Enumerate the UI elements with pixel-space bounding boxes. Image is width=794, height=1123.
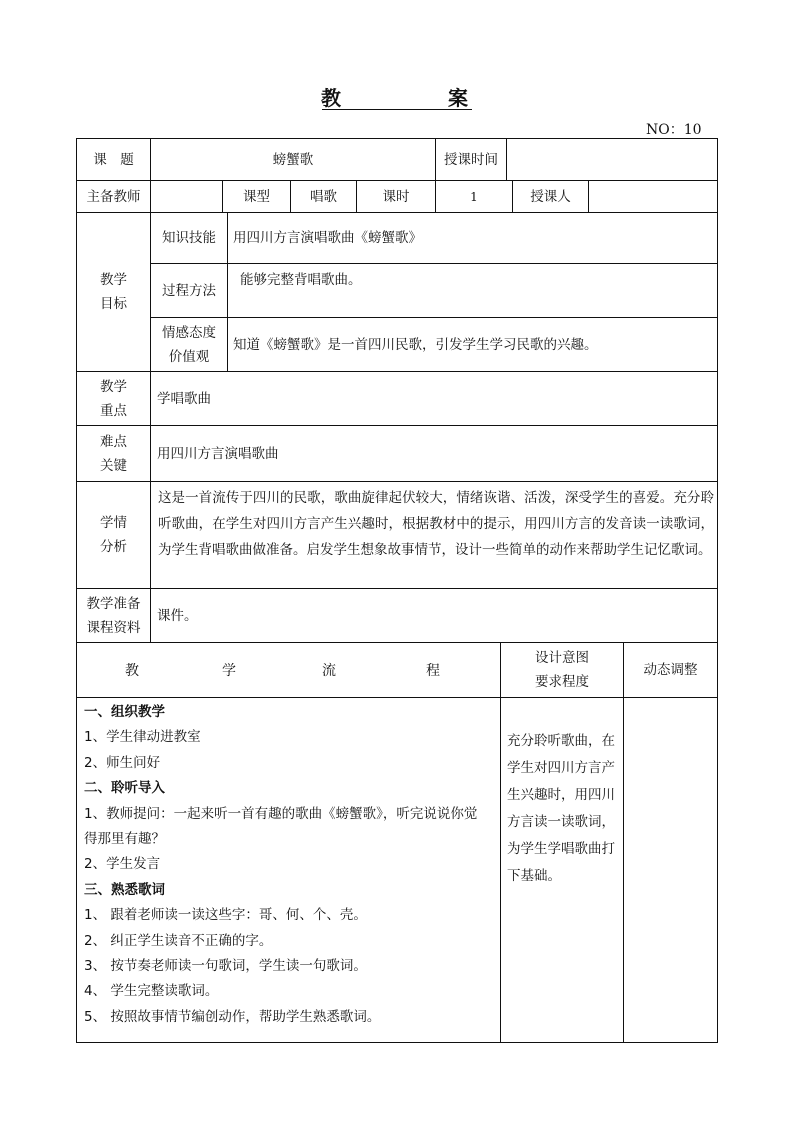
class-time-label: 授课时间 [444,151,498,168]
emotion-label-line2: 价值观 [168,348,210,365]
design-header-line1: 设计意图 [535,650,589,666]
objectives-label-line1: 教学 [100,272,127,288]
flow-line: 一、组织教学 [84,704,165,720]
flow-line: 得那里有趣？ [84,830,165,847]
flow-header-char-4: 程 [426,663,440,679]
design-header-line2: 要求程度 [535,674,589,690]
flow-line: 二、聆听导入 [84,780,165,797]
flow-line: 1、 跟着老师读一读这些字：哥、何、个、壳。 [84,907,367,924]
knowledge-skills-value: 用四川方言演唱歌曲《螃蟹歌》 [233,230,422,246]
lesson-type-value: 唱歌 [310,188,337,205]
teaching-flow-content [84,700,496,1030]
difficulty-value: 用四川方言演唱歌曲 [157,445,279,462]
title-char-1: 教 [321,86,342,110]
difficulty-label [77,426,150,481]
flow-header-char-3: 流 [322,663,336,679]
emotion-values-label [151,318,227,371]
flow-line: 1、学生律动进教室 [84,729,201,746]
difficulty-label-line2: 关键 [100,457,127,474]
knowledge-skills-label: 知识技能 [162,230,216,246]
key-points-value: 学唱歌曲 [157,390,211,407]
analysis-label-line1: 学情 [100,515,127,531]
objectives-label [77,213,150,371]
preparation-label-line2: 课程资料 [86,619,141,636]
flow-line: 2、 纠正学生读音不正确的字。 [84,932,273,949]
document-number: NO：10 [646,122,702,138]
analysis-label-line2: 分析 [100,539,127,555]
design-intent-text: 充分聆听歌曲，在学生对四川方言产生兴趣时，用四川方言读一读歌词，为学生学唱歌曲打下基础。 [507,733,615,884]
lead-teacher-label: 主备教师 [86,188,141,205]
objectives-label-line2: 目标 [100,296,127,312]
lesson-hours-label: 课时 [382,188,410,205]
emotion-values-value: 知道《螃蟹歌》是一首四川民歌，引发学生学习民歌的兴趣。 [233,336,598,353]
course-label: 课 题 [93,151,134,168]
process-method-value: 能够完整背唱歌曲。 [240,272,362,288]
design-intent-header [501,643,623,697]
process-method-label: 过程方法 [162,282,216,299]
class-time-value [507,139,717,180]
flow-line: 三、熟悉歌词 [84,881,165,898]
emotion-label-line1: 情感态度 [162,324,216,341]
flow-line: 2、学生发言 [84,856,161,873]
analysis-label [77,482,150,588]
difficulty-label-line1: 难点 [100,433,127,450]
flow-header-char-2: 学 [222,663,236,679]
lecturer-label: 授课人 [530,188,571,205]
flow-line: 1、教师提问：一起来听一首有趣的歌曲《螃蟹歌》，听完说说你觉 [84,805,478,822]
course-value: 螃蟹歌 [272,151,314,168]
preparation-label [77,589,150,642]
flow-line: 2、师生问好 [84,754,161,771]
dynamic-adjust-cell [624,698,717,1042]
preparation-label-line1: 教学准备 [86,595,141,612]
title-char-2: 案 [448,86,468,110]
lead-teacher-value [151,181,222,212]
flow-line: 3、 按节奏老师读一句歌词，学生读一句歌词。 [84,957,367,974]
key-points-label-line2: 重点 [100,402,127,419]
lesson-hours-value: 1 [470,189,478,204]
lesson-type-label: 课型 [243,188,270,205]
lecturer-value [589,181,717,212]
key-points-label [77,372,150,425]
key-points-label-line1: 教学 [100,378,127,395]
dynamic-adjust-header: 动态调整 [643,662,698,678]
analysis-value: 这是一首流传于四川的民歌，歌曲旋律起伏较大，情绪诙谐、活泼，深受学生的喜爱。充分聆听歌曲，在学生对四川方言产生兴趣时，根据教材中的提示，用四川方言的发音读一读歌词，为学生背唱歌曲做准备。启发学生想象故事情节，设计一些简单的动作来帮助学生记忆歌词。 [158,490,714,558]
preparation-value: 课件。 [157,607,198,624]
flow-line: 4、 学生完整读歌词。 [84,983,219,1000]
flow-line: 5、 按照故事情节编创动作，帮助学生熟悉歌词。 [84,1008,381,1025]
flow-header-char-1: 教 [125,663,139,679]
